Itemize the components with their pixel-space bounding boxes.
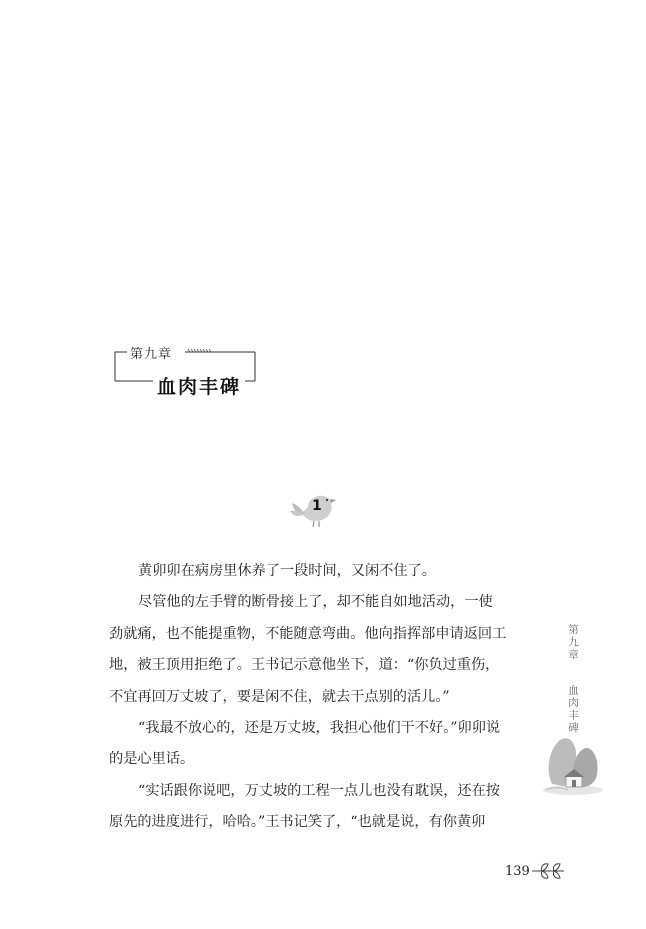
text-line: 黄卯卯在病房里休养了一段时间，又闲不住了。 (138, 563, 436, 579)
chapter-heading (113, 343, 263, 399)
paragraph (109, 713, 529, 776)
chapter-title: 血肉丰碑 (153, 372, 245, 399)
text-line: “我最不放心的，还是万丈坡，我担心他们干不好。”卯卯说 (138, 720, 501, 737)
running-header-chapter: 第九章 (567, 624, 579, 662)
section-marker (288, 489, 338, 529)
text-line: 不宜再回万丈坡了，要是闲不住，就去干点别的活儿。” (109, 688, 450, 705)
body-text (109, 556, 529, 839)
page-number: 139 (505, 864, 530, 879)
text-line: 地，被王顶用拒绝了。王书记示意他坐下，道：“你负过重伤， (109, 657, 500, 674)
leaf-ornament-icon (530, 862, 570, 880)
text-line: 的是心里话。 (109, 751, 195, 768)
text-line: 原先的进度进行，哈哈。”王书记笑了，“也就是说，有你黄卯 (109, 814, 486, 831)
paragraph (109, 556, 529, 587)
chapter-label: 第九章 (127, 343, 175, 362)
text-line: 尽管他的左手臂的断骨接上了，却不能自如地活动，一使 (138, 594, 493, 611)
paragraph (109, 587, 529, 713)
house-trees-illustration (540, 732, 606, 802)
running-header (565, 624, 581, 734)
text-line: “实话跟你说吧，万丈坡的工程一点儿也没有耽误，还在按 (138, 782, 500, 799)
section-number: 1 (312, 498, 322, 514)
text-line: 劲就痛，也不能提重物，不能随意弯曲。他向指挥部申请返回工 (109, 625, 507, 642)
running-header-title: 血肉丰碑 (567, 684, 579, 735)
paragraph (109, 776, 529, 839)
